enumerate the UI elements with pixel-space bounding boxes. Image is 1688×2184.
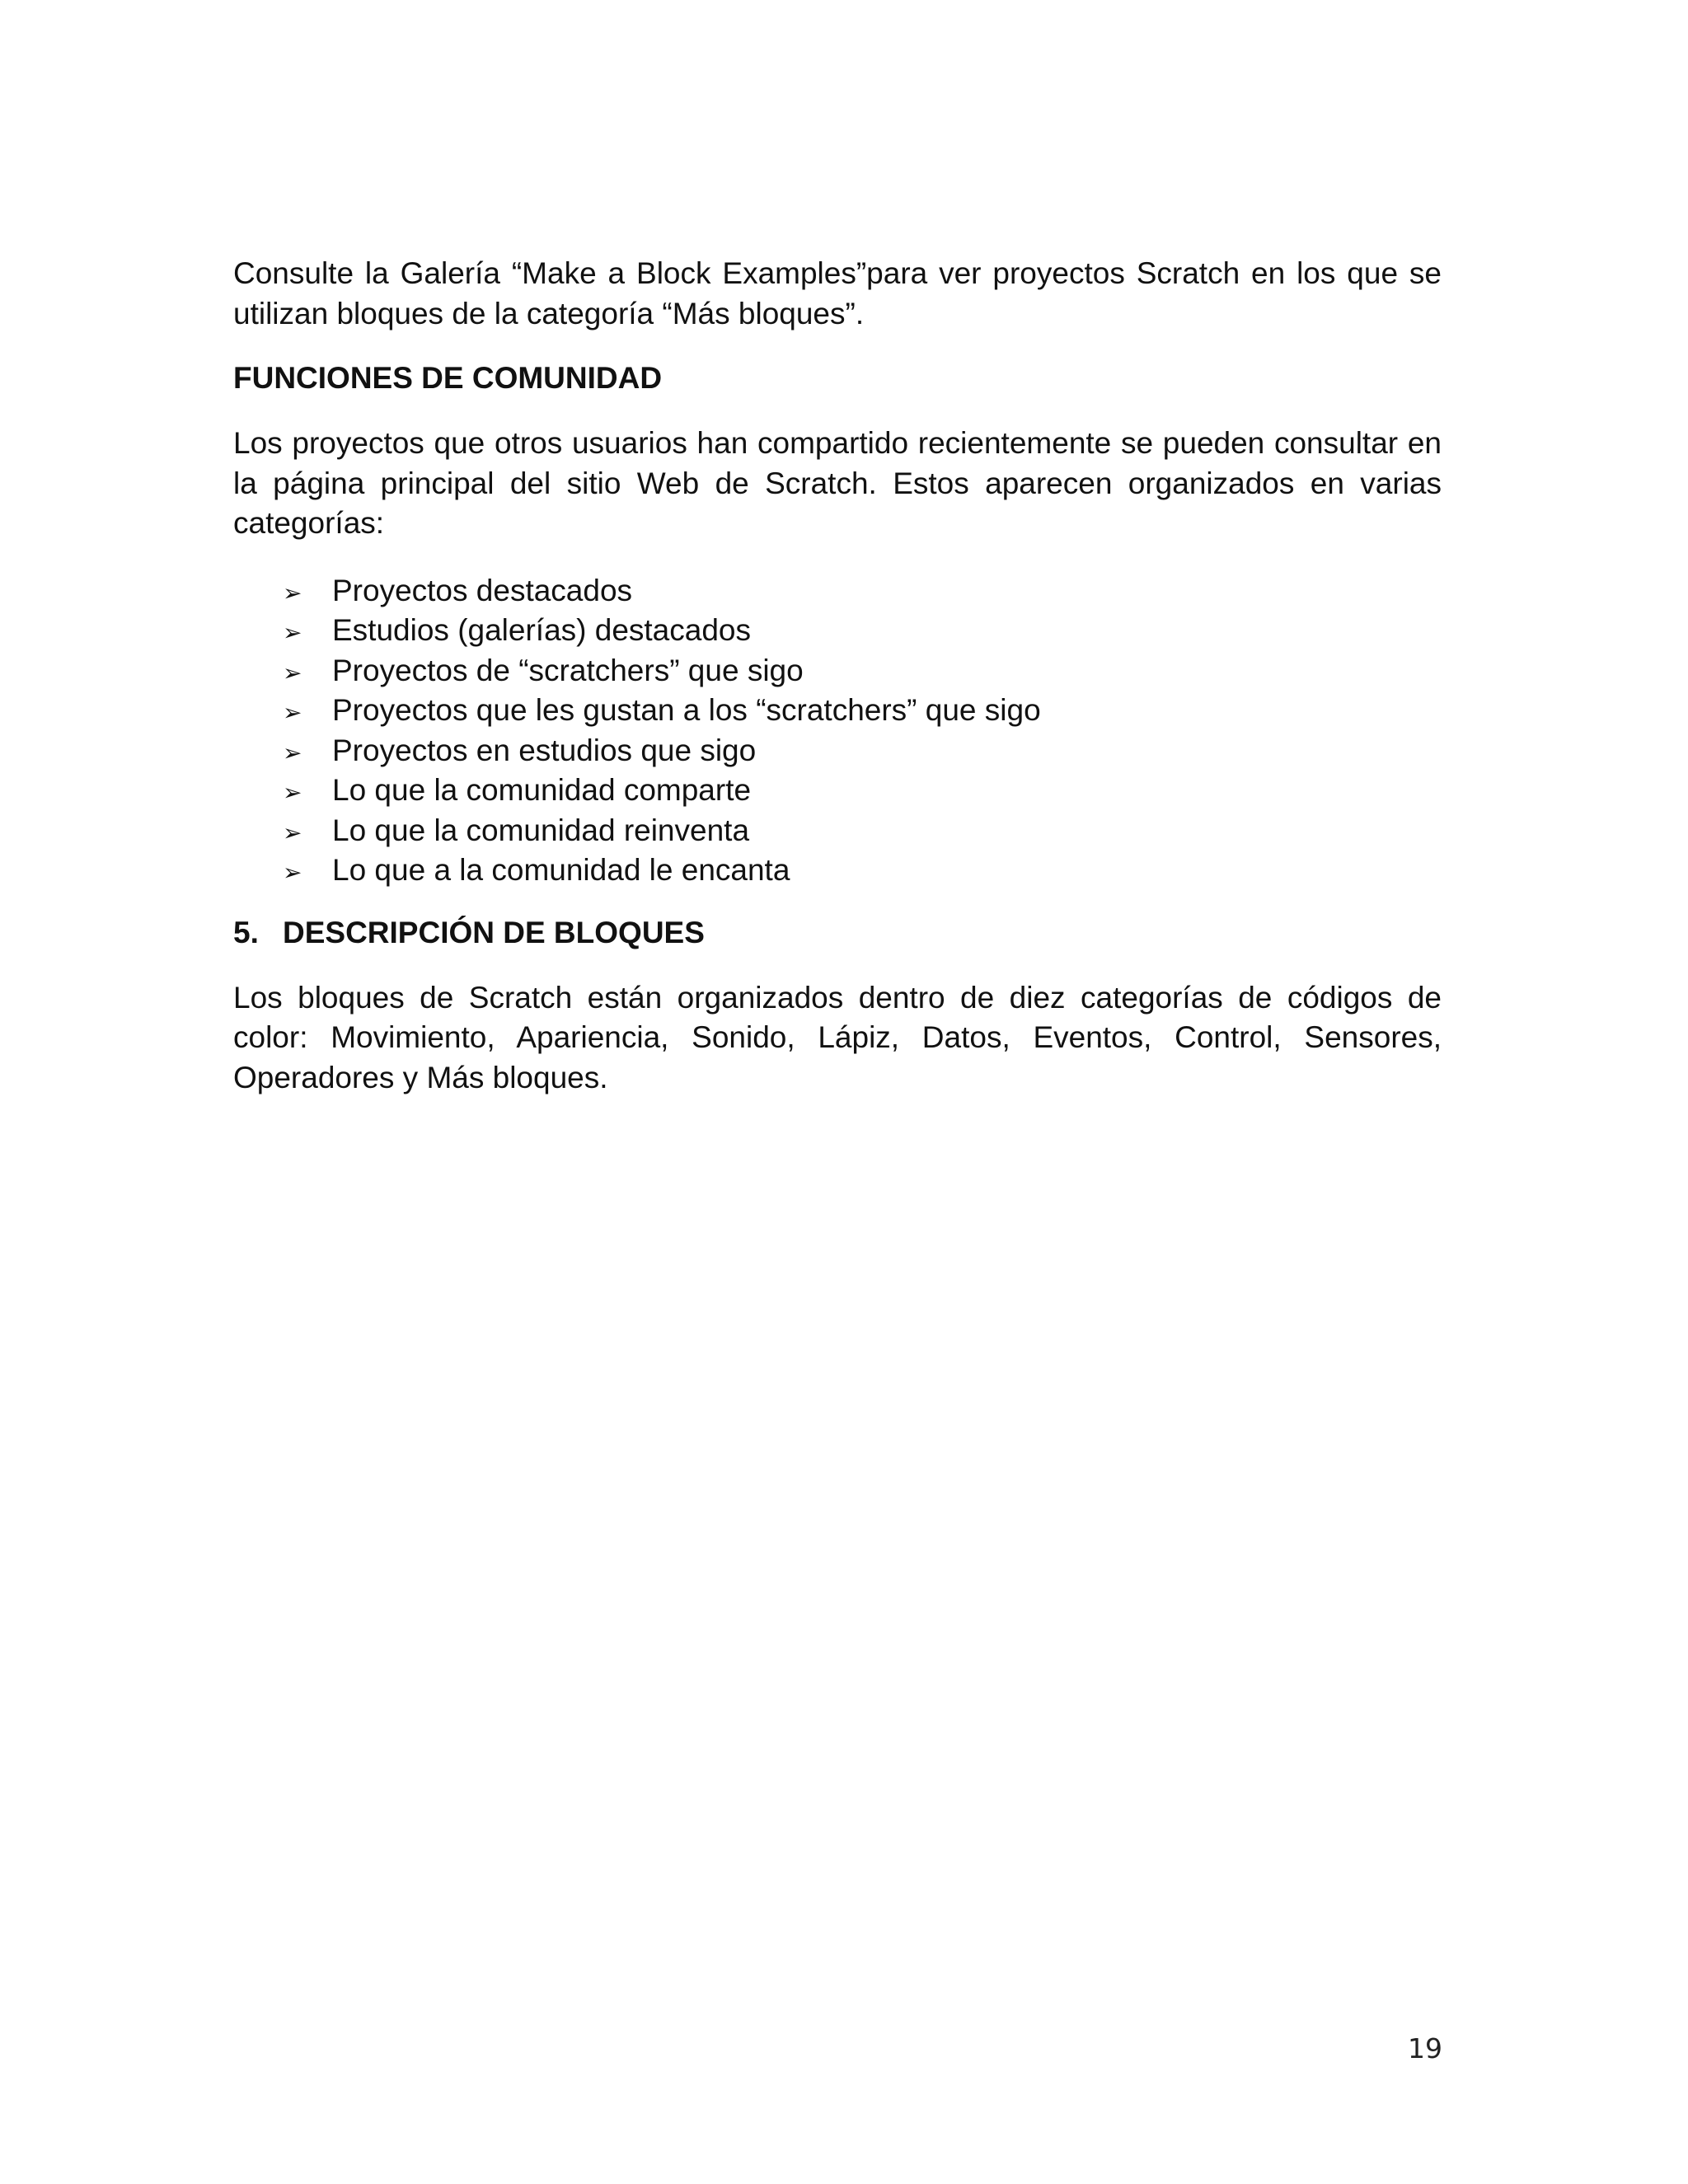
arrow-bullet-icon: ➢ [283, 779, 302, 806]
list-item-text: Lo que la comunidad reinventa [332, 813, 750, 847]
arrow-bullet-icon: ➢ [283, 619, 302, 646]
list-item-text: Proyectos en estudios que sigo [332, 733, 757, 767]
list-item [283, 691, 1442, 731]
blocks-paragraph: Los bloques de Scratch están organizados dentro de diez categorías de códigos de color: Movimiento, Apariencia, Sonido, Lápiz, Datos, Eventos, Control, Sensores, Operadores y Más bloques. [233, 980, 1442, 1094]
list-item-text: Lo que la comunidad comparte [332, 773, 752, 807]
arrow-bullet-icon: ➢ [283, 859, 302, 886]
list-item-text: Estudios (galerías) destacados [332, 613, 751, 647]
list-item [283, 811, 1442, 851]
community-heading: FUNCIONES DE COMUNIDAD [233, 361, 663, 395]
community-paragraph: Los proyectos que otros usuarios han compartido recientemente se pueden consultar en la página principal del sitio Web de Scratch. Estos aparecen organizados en varias categorías: [233, 426, 1442, 540]
section-heading [233, 913, 1442, 953]
intro-paragraph: Consulte la Galería “Make a Block Examples”para ver proyectos Scratch en los que se utilizan bloques de la categoría “Más bloques”. [233, 256, 1442, 330]
section-title: DESCRIPCIÓN DE BLOQUES [283, 915, 705, 949]
list-item-text: Proyectos que les gustan a los “scratchers” que sigo [332, 693, 1041, 727]
list-item [283, 731, 1442, 771]
arrow-bullet-icon: ➢ [283, 699, 302, 726]
section-number: 5. [233, 915, 259, 949]
arrow-bullet-icon: ➢ [283, 818, 302, 846]
arrow-bullet-icon: ➢ [283, 738, 302, 766]
list-item [283, 851, 1442, 891]
list-item-text: Lo que a la comunidad le encanta [332, 853, 790, 887]
page-number: 19 [1408, 2032, 1442, 2064]
community-category-list [233, 571, 1442, 891]
list-item [283, 611, 1442, 651]
page-content [233, 254, 1442, 1098]
list-item [283, 771, 1442, 811]
list-item-text: Proyectos de “scratchers” que sigo [332, 653, 804, 687]
list-item [283, 571, 1442, 612]
list-item [283, 651, 1442, 691]
arrow-bullet-icon: ➢ [283, 658, 302, 687]
list-item-text: Proyectos destacados [332, 573, 633, 607]
arrow-bullet-icon: ➢ [283, 579, 302, 607]
